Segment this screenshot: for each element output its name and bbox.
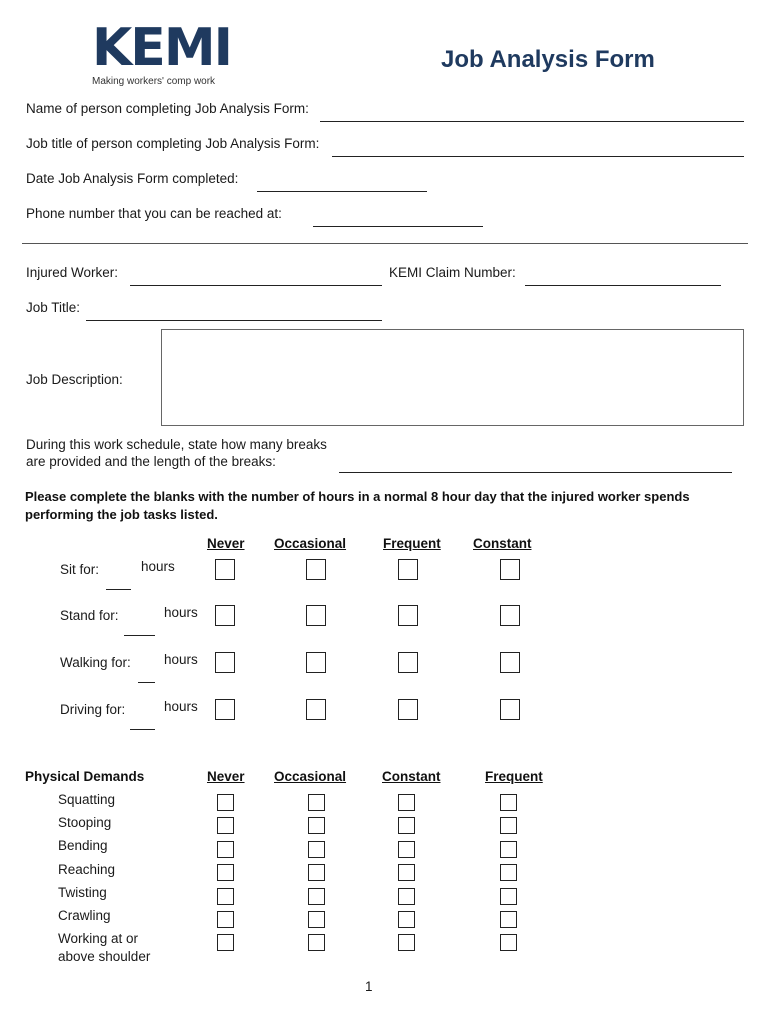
twisting-never-checkbox[interactable] (217, 888, 234, 905)
hours-unit: hours (164, 605, 198, 620)
kemi-logo (92, 18, 231, 87)
job-description-box[interactable] (161, 329, 744, 426)
bending-occasional-checkbox[interactable] (308, 841, 325, 858)
squatting-occasional-checkbox[interactable] (308, 794, 325, 811)
crawling-frequent-checkbox[interactable] (500, 911, 517, 928)
twisting-frequent-checkbox[interactable] (500, 888, 517, 905)
hours-unit: hours (164, 652, 198, 667)
claim-number-field[interactable] (525, 285, 721, 286)
sit-occasional-checkbox[interactable] (306, 559, 326, 580)
working-at-or-above-shoulder-constant-checkbox[interactable] (398, 934, 415, 951)
hours-row-label: Walking for: (60, 655, 131, 670)
injured-worker-field[interactable] (130, 285, 382, 286)
stand-never-checkbox[interactable] (215, 605, 235, 626)
stooping-occasional-checkbox[interactable] (308, 817, 325, 834)
page-title: Job Analysis Form (441, 46, 655, 73)
hours-col-occasional: Occasional (274, 536, 347, 551)
stand-frequent-checkbox[interactable] (398, 605, 418, 626)
pd-col-occasional: Occasional (274, 769, 347, 784)
pd-row-label: Squatting (58, 792, 116, 807)
injured-worker-label: Injured Worker: (26, 265, 119, 280)
completer-job-title-field[interactable] (332, 156, 744, 157)
hours-instruction-line1: Please complete the blanks with the number of hours in a normal 8 hour day that the injured worker spends (25, 489, 690, 504)
twisting-constant-checkbox[interactable] (398, 888, 415, 905)
breaks-label-line2: are provided and the length of the breaks: (26, 454, 276, 469)
hours-blank[interactable] (124, 635, 155, 636)
hours-row-label: Driving for: (60, 702, 126, 717)
date-completed-field[interactable] (257, 191, 427, 192)
hours-row-label: Stand for: (60, 608, 119, 623)
pd-col-frequent: Frequent (485, 769, 543, 784)
pd-row-label-line2: above shoulder (58, 949, 151, 964)
hours-blank[interactable] (106, 589, 131, 590)
working-at-or-above-shoulder-occasional-checkbox[interactable] (308, 934, 325, 951)
sit-frequent-checkbox[interactable] (398, 559, 418, 580)
walking-constant-checkbox[interactable] (500, 652, 520, 673)
completer-name-label: Name of person completing Job Analysis Form: (26, 101, 309, 116)
pd-row-label-line1: Working at or (58, 931, 139, 946)
squatting-frequent-checkbox[interactable] (500, 794, 517, 811)
pd-row-label: Reaching (58, 862, 116, 877)
squatting-constant-checkbox[interactable] (398, 794, 415, 811)
pd-col-constant: Constant (382, 769, 441, 784)
stooping-never-checkbox[interactable] (217, 817, 234, 834)
hours-col-constant: Constant (473, 536, 532, 551)
bending-constant-checkbox[interactable] (398, 841, 415, 858)
twisting-occasional-checkbox[interactable] (308, 888, 325, 905)
crawling-constant-checkbox[interactable] (398, 911, 415, 928)
pd-row-label: Stooping (58, 815, 112, 830)
walking-occasional-checkbox[interactable] (306, 652, 326, 673)
hours-col-frequent: Frequent (383, 536, 441, 551)
breaks-label-line1: During this work schedule, state how many breaks (26, 437, 327, 452)
hours-unit: hours (164, 699, 198, 714)
stooping-frequent-checkbox[interactable] (500, 817, 517, 834)
stooping-constant-checkbox[interactable] (398, 817, 415, 834)
hours-row-label: Sit for: (60, 562, 100, 577)
hours-col-never: Never (207, 536, 245, 551)
physical-demands-heading: Physical Demands (25, 769, 145, 784)
completer-name-field[interactable] (320, 121, 744, 122)
driving-constant-checkbox[interactable] (500, 699, 520, 720)
working-at-or-above-shoulder-frequent-checkbox[interactable] (500, 934, 517, 951)
reaching-frequent-checkbox[interactable] (500, 864, 517, 881)
walking-frequent-checkbox[interactable] (398, 652, 418, 673)
section-divider (22, 243, 748, 244)
driving-never-checkbox[interactable] (215, 699, 235, 720)
reaching-occasional-checkbox[interactable] (308, 864, 325, 881)
crawling-occasional-checkbox[interactable] (308, 911, 325, 928)
walking-never-checkbox[interactable] (215, 652, 235, 673)
driving-occasional-checkbox[interactable] (306, 699, 326, 720)
breaks-field[interactable] (339, 472, 732, 473)
hours-blank[interactable] (130, 729, 155, 730)
squatting-never-checkbox[interactable] (217, 794, 234, 811)
date-completed-label: Date Job Analysis Form completed: (26, 171, 239, 186)
pd-row-label: Bending (58, 838, 108, 853)
pd-row-label: Crawling (58, 908, 111, 923)
job-description-label: Job Description: (26, 372, 123, 387)
bending-frequent-checkbox[interactable] (500, 841, 517, 858)
logo-tagline: Making workers' comp work (92, 76, 216, 87)
job-title-field[interactable] (86, 320, 382, 321)
hours-unit: hours (141, 559, 175, 574)
phone-field[interactable] (313, 226, 483, 227)
pd-row-label: Twisting (58, 885, 107, 900)
hours-blank[interactable] (138, 682, 155, 683)
job-title-label: Job Title: (26, 300, 81, 315)
bending-never-checkbox[interactable] (217, 841, 234, 858)
reaching-never-checkbox[interactable] (217, 864, 234, 881)
claim-number-label: KEMI Claim Number: (389, 265, 516, 280)
driving-frequent-checkbox[interactable] (398, 699, 418, 720)
pd-col-never: Never (207, 769, 245, 784)
sit-never-checkbox[interactable] (215, 559, 235, 580)
crawling-never-checkbox[interactable] (217, 911, 234, 928)
reaching-constant-checkbox[interactable] (398, 864, 415, 881)
hours-instruction-line2: performing the job tasks listed. (25, 507, 218, 522)
logo-wordmark: KEMI (92, 18, 231, 78)
completer-job-title-label: Job title of person completing Job Analysis Form: (26, 136, 320, 151)
page-number: 1 (365, 979, 373, 994)
stand-occasional-checkbox[interactable] (306, 605, 326, 626)
working-at-or-above-shoulder-never-checkbox[interactable] (217, 934, 234, 951)
stand-constant-checkbox[interactable] (500, 605, 520, 626)
sit-constant-checkbox[interactable] (500, 559, 520, 580)
phone-label: Phone number that you can be reached at: (26, 206, 282, 221)
